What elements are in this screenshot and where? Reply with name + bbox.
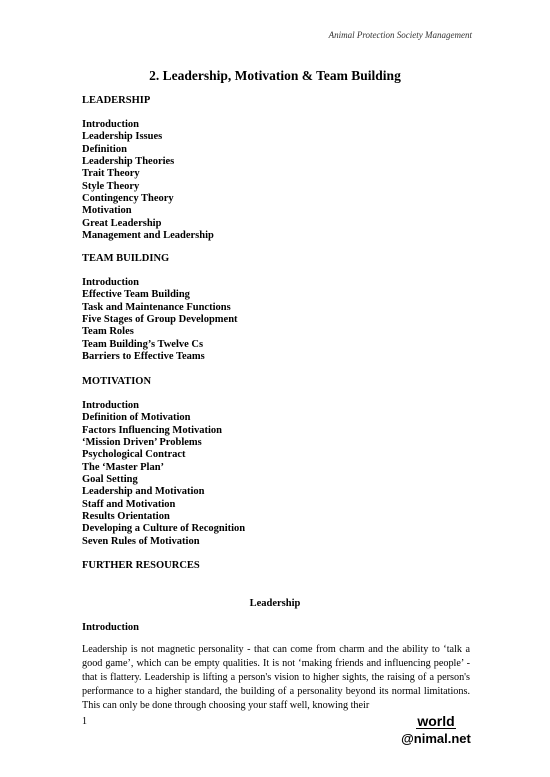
toc-item: Psychological Contract	[82, 449, 186, 461]
toc-item: Definition	[82, 143, 127, 155]
toc-item: Management and Leadership	[82, 230, 214, 242]
toc-leadership	[82, 119, 214, 242]
toc-motivation	[82, 400, 245, 548]
logo-line-2: @nimal.net	[401, 731, 471, 746]
section-heading-leadership: LEADERSHIP	[82, 95, 151, 106]
world-animal-net-logo	[396, 712, 476, 748]
section-heading-further-resources: FURTHER RESOURCES	[82, 560, 200, 571]
toc-item: Introduction	[82, 400, 139, 411]
toc-item: Team Roles	[82, 326, 134, 338]
toc-item: Effective Team Building	[82, 289, 190, 301]
toc-item: Contingency Theory	[82, 193, 174, 205]
toc-item: Motivation	[82, 205, 132, 217]
toc-item: Introduction	[82, 277, 139, 288]
toc-item: Results Orientation	[82, 511, 170, 523]
toc-item: Definition of Motivation	[82, 412, 191, 424]
toc-item: Style Theory	[82, 180, 140, 192]
logo-line-1: world	[417, 713, 455, 729]
toc-item: Seven Rules of Motivation	[82, 535, 200, 547]
toc-item: Goal Setting	[82, 474, 138, 486]
toc-item: Leadership Theories	[82, 156, 175, 168]
body-sub-heading: Introduction	[82, 622, 139, 633]
section-heading-motivation: MOTIVATION	[82, 376, 152, 387]
toc-item: Team Building’s Twelve Cs	[82, 338, 204, 350]
toc-item: Factors Influencing Motivation	[82, 424, 222, 436]
toc-item: Barriers to Effective Teams	[82, 351, 205, 363]
toc-item: Five Stages of Group Development	[82, 314, 238, 326]
toc-item: Great Leadership	[82, 217, 162, 229]
toc-item: ‘Mission Driven’ Problems	[82, 437, 202, 449]
toc-item: Staff and Motivation	[82, 498, 176, 510]
toc-item: Leadership and Motivation	[82, 486, 205, 498]
toc-item: Leadership Issues	[82, 131, 163, 143]
page-title: 2. Leadership, Motivation & Team Building	[149, 68, 401, 83]
running-header: Animal Protection Society Management	[328, 30, 472, 40]
page-number: 1	[82, 716, 87, 727]
toc-item: The ‘Master Plan’	[82, 461, 165, 473]
toc-team-building	[82, 277, 238, 363]
body-paragraph: Leadership is not magnetic personality - that can come from charm and the ability to ‘talk a good game’, which can be empty qualities. It is not ‘making friends and influencing people’ - that is flattery. Leadership is lifting a person's vision to higher sights, the raising of a person's performance to a higher standard, the building of a personality beyond its normal limitations. This can only be done through choosing your staff well, knowing their	[82, 644, 470, 711]
toc-item: Developing a Culture of Recognition	[82, 523, 246, 535]
section-heading-team-building: TEAM BUILDING	[82, 253, 170, 264]
body-section-heading: Leadership	[249, 598, 301, 609]
toc-item: Trait Theory	[82, 168, 140, 180]
toc-item: Task and Maintenance Functions	[82, 301, 231, 313]
toc-item: Introduction	[82, 119, 139, 130]
